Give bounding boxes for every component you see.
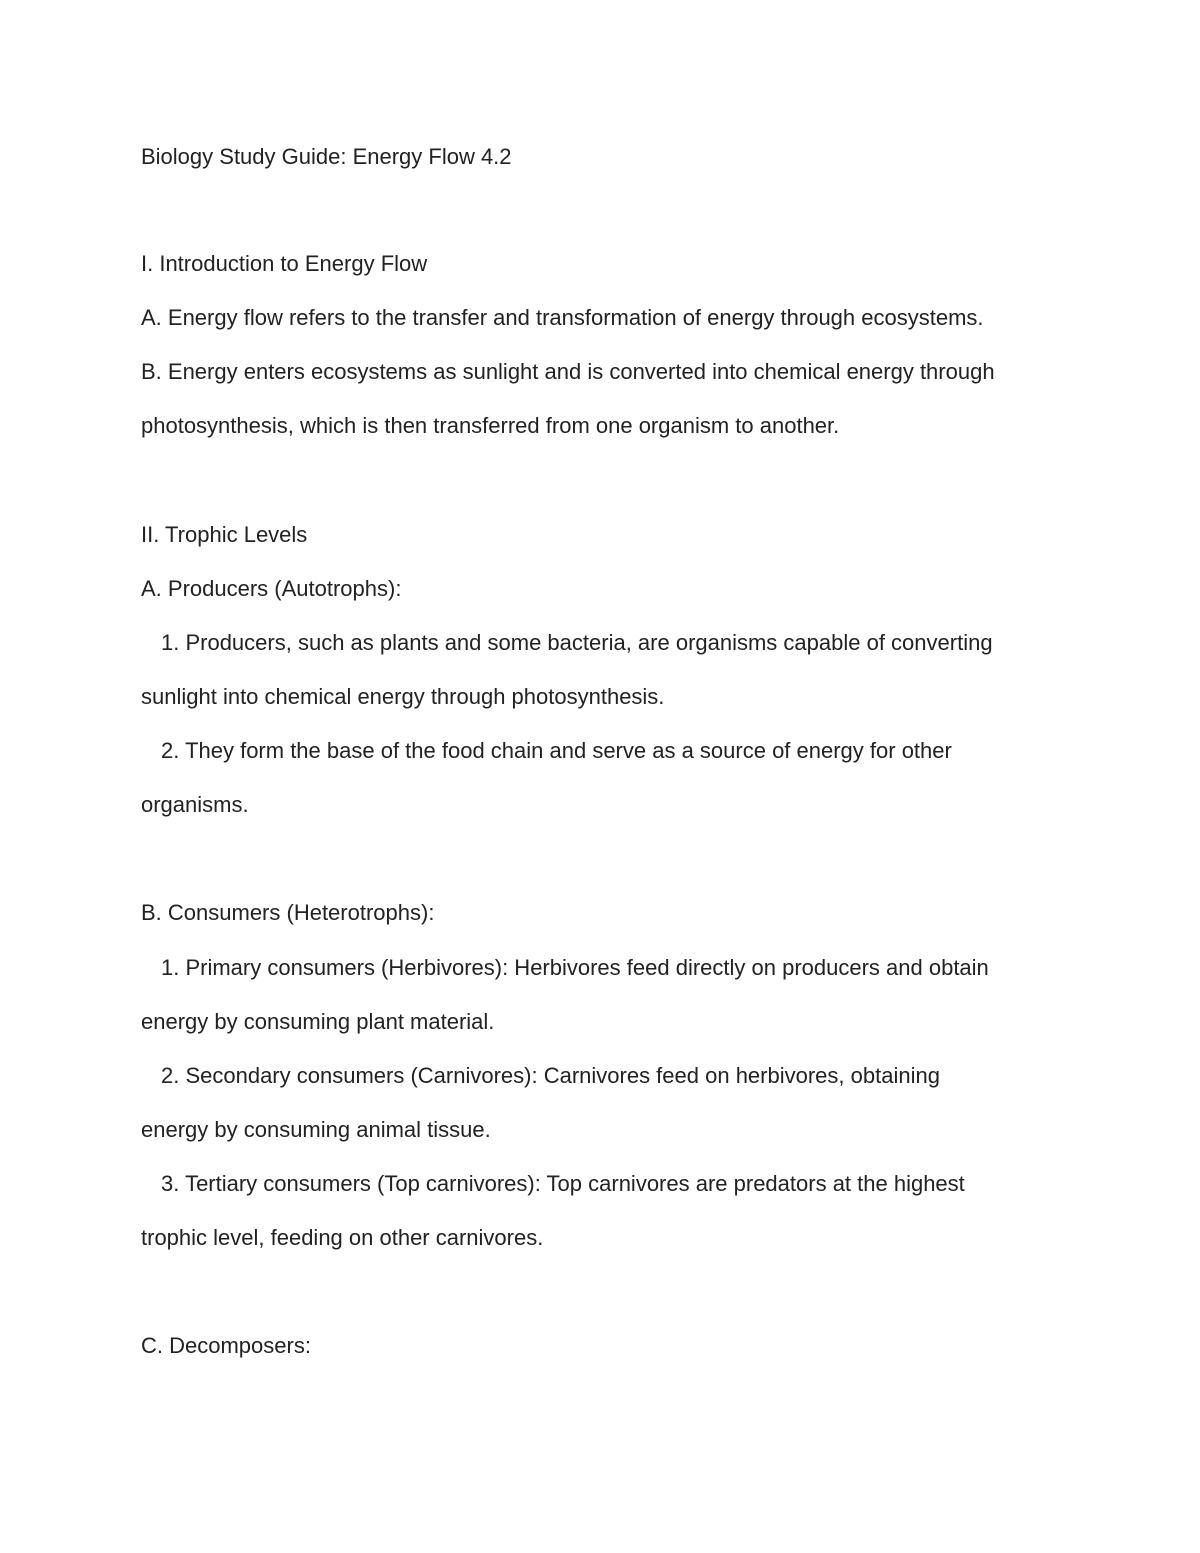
consumers-item2-line1: 2. Secondary consumers (Carnivores): Carnivores feed on herbivores, obtaining xyxy=(161,1063,940,1088)
producers-item1-line1: 1. Producers, such as plants and some bacteria, are organisms capable of converting xyxy=(161,630,993,655)
consumers-item3-line1: 3. Tertiary consumers (Top carnivores): Top carnivores are predators at the highest xyxy=(161,1171,965,1196)
producers-item2-line1: 2. They form the base of the food chain and serve as a source of energy for other xyxy=(161,738,952,763)
subheading-decomposers: C. Decomposers: xyxy=(141,1333,311,1358)
producers-item1-line2: sunlight into chemical energy through photosynthesis. xyxy=(141,684,665,709)
consumers-item1-line1: 1. Primary consumers (Herbivores): Herbivores feed directly on producers and obtain xyxy=(161,955,989,980)
subheading-consumers: B. Consumers (Heterotrophs): xyxy=(141,900,435,925)
section-heading-trophic-levels: II. Trophic Levels xyxy=(141,522,308,547)
paragraph-energy-flow-definition: A. Energy flow refers to the transfer and transformation of energy through ecosystems. xyxy=(141,305,984,330)
document-title: Biology Study Guide: Energy Flow 4.2 xyxy=(141,144,512,169)
producers-item2-line2: organisms. xyxy=(141,792,249,817)
consumers-item3-line2: trophic level, feeding on other carnivores. xyxy=(141,1225,544,1250)
section-heading-introduction: I. Introduction to Energy Flow xyxy=(141,251,428,276)
subheading-producers: A. Producers (Autotrophs): xyxy=(141,576,402,601)
consumers-item2-line2: energy by consuming animal tissue. xyxy=(141,1117,491,1142)
consumers-item1-line2: energy by consuming plant material. xyxy=(141,1009,495,1034)
paragraph-energy-enters-line2: photosynthesis, which is then transferred from one organism to another. xyxy=(141,413,840,438)
paragraph-energy-enters-line1: B. Energy enters ecosystems as sunlight and is converted into chemical energy through xyxy=(141,359,995,384)
